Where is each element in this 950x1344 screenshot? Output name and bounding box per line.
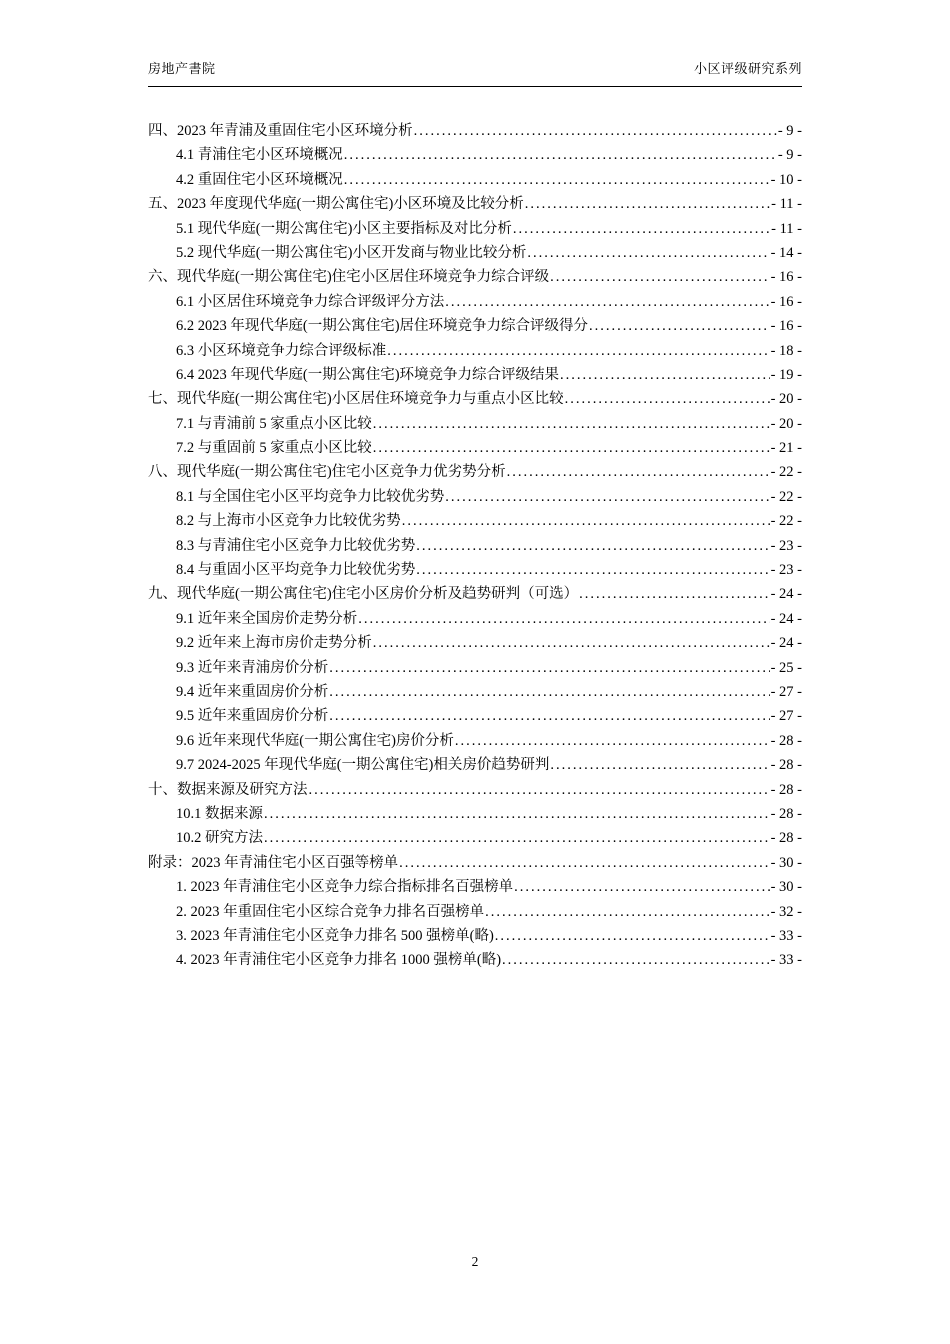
toc-dot-leader <box>550 753 769 777</box>
toc-dot-leader <box>525 192 770 216</box>
toc-dot-leader <box>264 802 770 826</box>
toc-entry-page-number: - 28 - <box>770 757 802 774</box>
toc-entry <box>148 217 802 241</box>
toc-entry-label: 6.4 2023 年现代华庭(一期公寓住宅)环境竞争力综合评级结果 <box>176 366 560 383</box>
toc-entry-page-number: - 9 - <box>777 123 802 139</box>
header-left-text: 房地产書院 <box>148 61 216 76</box>
toc-entry-page-number: - 30 - <box>770 879 802 896</box>
toc-entry-page-number: - 22 - <box>770 488 802 505</box>
toc-entry-label: 六、现代华庭(一期公寓住宅)住宅小区居住环境竞争力综合评级 <box>148 269 550 286</box>
toc-entry-label: 9.3 近年来青浦房价分析 <box>176 659 329 676</box>
toc-entry-page-number: - 11 - <box>771 196 802 213</box>
toc-entry-page-number: - 14 - <box>770 244 802 261</box>
toc-dot-leader <box>373 436 770 460</box>
toc-entry-label: 8.4 与重固小区平均竞争力比较优劣势 <box>176 562 416 579</box>
page-header <box>148 58 802 87</box>
toc-entry-page-number: - 28 - <box>770 830 802 847</box>
toc-entry <box>148 558 802 582</box>
toc-dot-leader <box>373 412 770 436</box>
toc-entry-label: 10.2 研究方法 <box>176 830 263 847</box>
toc-dot-leader <box>264 826 770 850</box>
toc-entry-label: 3. 2023 年青浦住宅小区竞争力排名 500 强榜单(略) <box>176 927 494 944</box>
toc-entry-page-number: - 32 - <box>770 903 802 920</box>
toc-dot-leader <box>402 509 770 533</box>
toc-dot-leader <box>502 948 770 972</box>
toc-dot-leader <box>344 143 777 167</box>
toc-entry-label: 6.1 小区居住环境竞争力综合评级评分方法 <box>176 293 445 310</box>
toc-entry-page-number: - 27 - <box>770 683 802 700</box>
toc-entry-label: 1. 2023 年青浦住宅小区竞争力综合指标排名百强榜单 <box>176 879 514 896</box>
toc-entry <box>148 387 802 411</box>
toc-entry-page-number: - 30 - <box>770 854 802 871</box>
toc-entry-label: 9.2 近年来上海市房价走势分析 <box>176 635 372 652</box>
toc-entry-label: 4. 2023 年青浦住宅小区竞争力排名 1000 强榜单(略) <box>176 952 502 969</box>
toc-entry-label: 9.4 近年来重固房价分析 <box>176 683 329 700</box>
toc-entry-label: 9.6 近年来现代华庭(一期公寓住宅)房价分析 <box>176 732 454 749</box>
toc-entry <box>148 900 802 924</box>
toc-entry-label: 四、2023 年青浦及重固住宅小区环境分析 <box>148 123 413 139</box>
toc-dot-leader <box>358 607 769 631</box>
page-footer <box>0 1254 950 1270</box>
toc-entry-label: 8.3 与青浦住宅小区竞争力比较优劣势 <box>176 537 416 554</box>
toc-dot-leader <box>513 217 770 241</box>
toc-dot-leader <box>495 924 770 948</box>
toc-dot-leader <box>344 168 770 192</box>
toc-entry-label: 4.1 青浦住宅小区环境概况 <box>176 147 343 164</box>
toc-entry <box>148 704 802 728</box>
toc-entry-label: 8.1 与全国住宅小区平均竞争力比较优劣势 <box>176 488 445 505</box>
toc-entry-label: 4.2 重固住宅小区环境概况 <box>176 171 343 188</box>
toc-entry-label: 7.2 与重固前 5 家重点小区比较 <box>176 440 372 457</box>
toc-entry <box>148 290 802 314</box>
toc-entry-label: 七、现代华庭(一期公寓住宅)小区居住环境竞争力与重点小区比较 <box>148 391 564 408</box>
toc-entry <box>148 143 802 167</box>
toc-entry-page-number: - 25 - <box>770 659 802 676</box>
toc-entry-page-number: - 10 - <box>770 171 802 188</box>
toc-entry-page-number: - 33 - <box>770 927 802 944</box>
toc-entry-page-number: - 22 - <box>770 513 802 530</box>
toc-entry-label: 2. 2023 年重固住宅小区综合竞争力排名百强榜单 <box>176 903 485 920</box>
toc-entry-page-number: - 28 - <box>770 732 802 749</box>
toc-entry <box>148 656 802 680</box>
toc-dot-leader <box>514 875 769 899</box>
toc-entry-page-number: - 23 - <box>770 562 802 579</box>
toc-entry <box>148 485 802 509</box>
toc-entry-page-number: - 28 - <box>770 781 802 798</box>
toc-dot-leader <box>309 778 770 802</box>
toc-dot-leader <box>329 656 769 680</box>
toc-entry-page-number: - 16 - <box>770 293 802 310</box>
toc-entry-label: 9.1 近年来全国房价走势分析 <box>176 610 358 627</box>
toc-entry <box>148 582 802 606</box>
toc-dot-leader <box>329 704 769 728</box>
toc-dot-leader <box>416 534 769 558</box>
toc-entry-page-number: - 24 - <box>770 610 802 627</box>
toc-entry-label: 9.5 近年来重固房价分析 <box>176 708 329 725</box>
toc-entry-page-number: - 24 - <box>770 586 802 603</box>
toc-entry-label: 7.1 与青浦前 5 家重点小区比较 <box>176 415 372 432</box>
toc-entry-label: 9.7 2024-2025 年现代华庭(一期公寓住宅)相关房价趋势研判 <box>176 757 550 774</box>
toc-entry <box>148 265 802 289</box>
toc-dot-leader <box>565 387 770 411</box>
toc-entry-page-number: - 11 - <box>771 220 802 237</box>
toc-dot-leader <box>507 460 770 484</box>
toc-entry-label: 5.2 现代华庭(一期公寓住宅)小区开发商与物业比较分析 <box>176 244 527 261</box>
toc-entry-page-number: - 18 - <box>770 342 802 359</box>
toc-dot-leader <box>414 119 777 143</box>
toc-entry <box>148 241 802 265</box>
toc-dot-leader <box>387 339 769 363</box>
toc-entry <box>148 631 802 655</box>
toc-entry-page-number: - 19 - <box>770 366 802 383</box>
toc-entry-page-number: - 24 - <box>770 635 802 652</box>
toc-entry-page-number: - 28 - <box>770 805 802 822</box>
toc-entry-label: 八、现代华庭(一期公寓住宅)住宅小区竞争力优劣势分析 <box>148 464 506 481</box>
toc-dot-leader <box>373 631 770 655</box>
toc-entry-page-number: - 27 - <box>770 708 802 725</box>
toc-entry-label: 5.1 现代华庭(一期公寓住宅)小区主要指标及对比分析 <box>176 220 512 237</box>
toc-entry-page-number: - 21 - <box>770 440 802 457</box>
toc-dot-leader <box>560 363 770 387</box>
toc-dot-leader <box>399 851 769 875</box>
toc-dot-leader <box>589 314 770 338</box>
toc-entry-page-number: - 33 - <box>770 952 802 969</box>
toc-dot-leader <box>445 485 769 509</box>
toc-entry <box>148 948 802 972</box>
toc-entry <box>148 851 802 875</box>
toc-dot-leader <box>550 265 769 289</box>
toc-entry <box>148 680 802 704</box>
toc-entry-page-number: - 20 - <box>770 391 802 408</box>
toc-dot-leader <box>527 241 769 265</box>
toc-dot-leader <box>455 729 770 753</box>
toc-entry <box>148 168 802 192</box>
toc-entry-page-number: - 20 - <box>770 415 802 432</box>
toc-entry <box>148 802 802 826</box>
toc-entry-page-number: - 23 - <box>770 537 802 554</box>
toc-dot-leader <box>416 558 769 582</box>
toc-entry <box>148 460 802 484</box>
toc-dot-leader <box>579 582 769 606</box>
toc-entry-page-number: - 9 - <box>777 147 802 164</box>
toc-entry-label: 五、2023 年度现代华庭(一期公寓住宅)小区环境及比较分析 <box>148 196 524 213</box>
toc-dot-leader <box>485 900 769 924</box>
header-right-text: 小区评级研究系列 <box>693 61 802 76</box>
toc-entry-label: 附录：2023 年青浦住宅小区百强等榜单 <box>148 854 399 871</box>
toc-entry <box>148 119 802 143</box>
toc-entry <box>148 339 802 363</box>
toc-entry <box>148 436 802 460</box>
toc-entry <box>148 924 802 948</box>
toc-entry <box>148 753 802 777</box>
toc-entry <box>148 412 802 436</box>
toc-entry <box>148 826 802 850</box>
toc-entry <box>148 729 802 753</box>
toc-entry <box>148 192 802 216</box>
toc-entry-label: 十、数据来源及研究方法 <box>148 781 308 798</box>
toc-entry-label: 6.3 小区环境竞争力综合评级标准 <box>176 342 387 359</box>
toc-entry-label: 8.2 与上海市小区竞争力比较优劣势 <box>176 513 401 530</box>
table-of-contents <box>148 119 802 973</box>
toc-entry-page-number: - 22 - <box>770 464 802 481</box>
toc-entry <box>148 534 802 558</box>
toc-entry-page-number: - 16 - <box>770 269 802 286</box>
toc-entry <box>148 607 802 631</box>
toc-entry <box>148 778 802 802</box>
toc-entry <box>148 314 802 338</box>
toc-entry <box>148 363 802 387</box>
toc-entry <box>148 875 802 899</box>
toc-entry-label: 九、现代华庭(一期公寓住宅)住宅小区房价分析及趋势研判（可选） <box>148 586 579 603</box>
footer-page-number: 2 <box>471 1254 479 1269</box>
toc-dot-leader <box>445 290 769 314</box>
toc-entry-label: 10.1 数据来源 <box>176 805 263 822</box>
toc-entry <box>148 509 802 533</box>
toc-entry-page-number: - 16 - <box>770 318 802 335</box>
toc-dot-leader <box>329 680 769 704</box>
toc-entry-label: 6.2 2023 年现代华庭(一期公寓住宅)居住环境竞争力综合评级得分 <box>176 318 589 335</box>
